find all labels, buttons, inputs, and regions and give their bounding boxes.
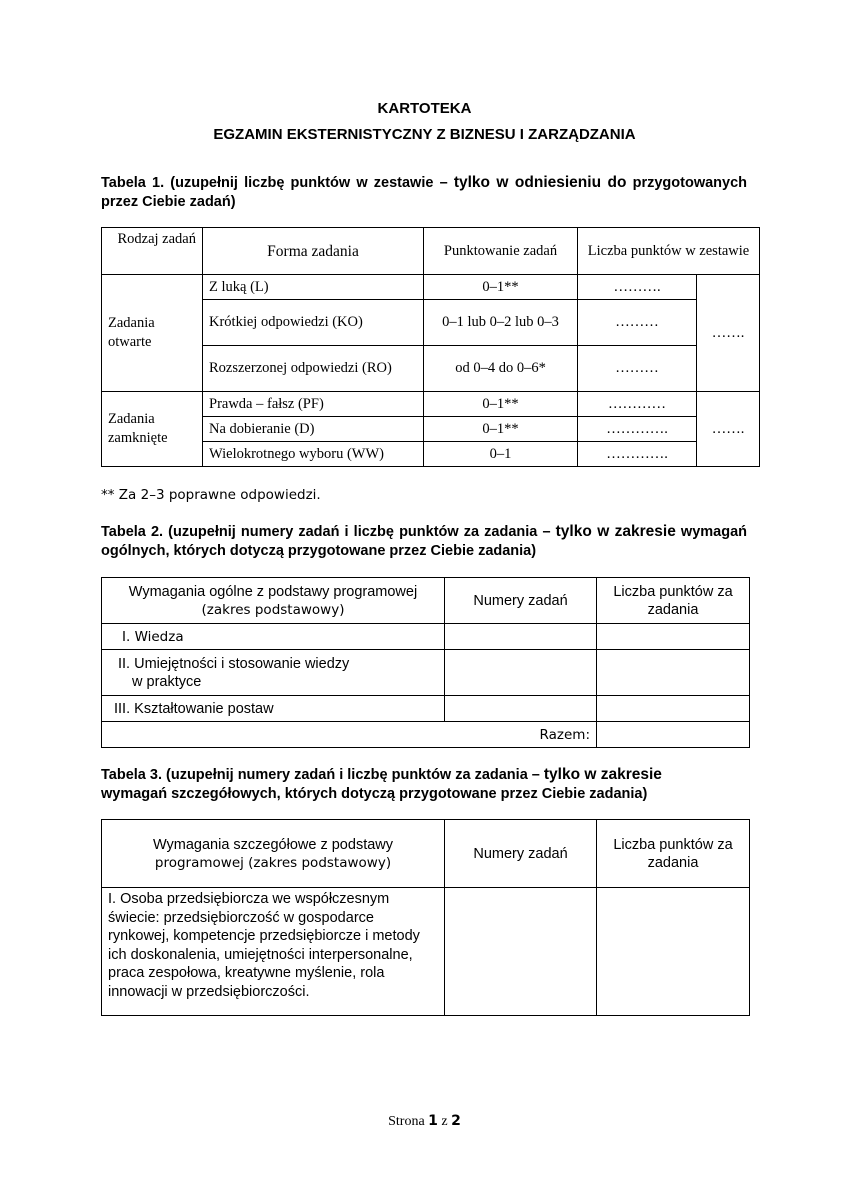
- form-cell: Rozszerzonej odpowiedzi (RO): [203, 346, 424, 392]
- requirement-label: I. Osoba przedsiębiorcza we współczesnym świecie: przedsiębiorczość w gospodarce rynkowej, kompetencje przedsiębiorcze i metody ich doskonalenia, umiejętności interpersonalne, praca zespołowa, kreatywne myślenie, rola innowacji w przedsiębiorczości.: [102, 888, 445, 1016]
- points-cell: ………: [578, 346, 697, 392]
- scoring-cell: 0–1: [424, 442, 578, 467]
- points-cell: ……….: [578, 275, 697, 300]
- scoring-cell: 0–1**: [424, 275, 578, 300]
- current-page: 1: [428, 1113, 438, 1129]
- group-open-label: Zadania otwarte: [102, 275, 203, 392]
- table3-header-row: [102, 820, 750, 888]
- total-input-cell[interactable]: [597, 722, 750, 748]
- numbers-input-cell[interactable]: [445, 624, 597, 650]
- document-title: KARTOTEKA: [377, 100, 472, 117]
- table-row: [102, 624, 750, 650]
- header-type: Rodzaj zadań: [102, 228, 203, 275]
- table-row: [102, 696, 750, 722]
- table1-caption: Tabela 1. (uzupełnij liczbę punktów w zestawie – tylko w odniesieniu do przygotowanych przez Ciebie zadań): [101, 174, 748, 210]
- table2-general-requirements: [101, 577, 750, 748]
- header-scoring: Punktowanie zadań: [424, 228, 578, 275]
- form-cell: Na dobieranie (D): [203, 417, 424, 442]
- table-row: [102, 888, 750, 1016]
- group-open-total: …….: [697, 275, 760, 392]
- header-requirements: Wymagania szczegółowe z podstawy programowej (zakres podstawowy): [102, 820, 445, 888]
- points-cell: …………: [578, 392, 697, 417]
- group-closed-label: Zadania zamknięte: [102, 392, 203, 467]
- scoring-cell: od 0–4 do 0–6*: [424, 346, 578, 392]
- points-cell: ………….: [578, 442, 697, 467]
- table2-total-row: [102, 722, 750, 748]
- form-cell: Krótkiej odpowiedzi (KO): [203, 300, 424, 346]
- table3-caption: Tabela 3. (uzupełnij numery zadań i liczbę punktów za zadania – tylko w zakresie wymagań szczegółowych, których dotyczą przygotowane przez Ciebie zadania): [101, 766, 662, 802]
- header-form: Forma zadania: [203, 228, 424, 275]
- scoring-cell: 0–1**: [424, 392, 578, 417]
- table-row: [102, 275, 760, 300]
- form-cell: Wielokrotnego wyboru (WW): [203, 442, 424, 467]
- table2-header-row: [102, 578, 750, 624]
- total-pages: 2: [451, 1113, 461, 1129]
- header-numbers: Numery zadań: [445, 820, 597, 888]
- numbers-input-cell[interactable]: [445, 696, 597, 722]
- table1-points: [101, 227, 760, 467]
- points-cell: ………….: [578, 417, 697, 442]
- points-input-cell[interactable]: [597, 650, 750, 696]
- points-cell: ………: [578, 300, 697, 346]
- table2-caption: Tabela 2. (uzupełnij numery zadań i liczbę punktów za zadania – tylko w zakresie wymagań ogólnych, których dotyczą przygotowane przez Ciebie zadania): [101, 523, 748, 559]
- page-footer: Strona 1 z 2: [388, 1113, 461, 1129]
- header-requirements: Wymagania ogólne z podstawy programowej (zakres podstawowy): [102, 578, 445, 624]
- total-label: Razem:: [102, 722, 597, 748]
- table1-header-row: [102, 228, 760, 275]
- table-row: [102, 650, 750, 696]
- requirement-label: II. Umiejętności i stosowanie wiedzy w praktyce: [102, 650, 445, 696]
- form-cell: Prawda – fałsz (PF): [203, 392, 424, 417]
- form-cell: Z luką (L): [203, 275, 424, 300]
- table3-detailed-requirements: [101, 819, 750, 1016]
- header-points: Liczba punktów za zadania: [597, 578, 750, 624]
- header-numbers: Numery zadań: [445, 578, 597, 624]
- header-points: Liczba punktów za zadania: [597, 820, 750, 888]
- header-points: Liczba punktów w zestawie: [578, 228, 760, 275]
- requirement-label: I. Wiedza: [102, 624, 445, 650]
- table1-footnote: ** Za 2–3 poprawne odpowiedzi.: [101, 487, 321, 503]
- scoring-cell: 0–1 lub 0–2 lub 0–3: [424, 300, 578, 346]
- points-input-cell[interactable]: [597, 696, 750, 722]
- points-input-cell[interactable]: [597, 888, 750, 1016]
- numbers-input-cell[interactable]: [445, 888, 597, 1016]
- points-input-cell[interactable]: [597, 624, 750, 650]
- scoring-cell: 0–1**: [424, 417, 578, 442]
- numbers-input-cell[interactable]: [445, 650, 597, 696]
- table-row: [102, 392, 760, 417]
- group-closed-total: …….: [697, 392, 760, 467]
- document-subtitle: EGZAMIN EKSTERNISTYCZNY Z BIZNESU I ZARZĄDZANIA: [213, 126, 636, 143]
- requirement-label: III. Kształtowanie postaw: [102, 696, 445, 722]
